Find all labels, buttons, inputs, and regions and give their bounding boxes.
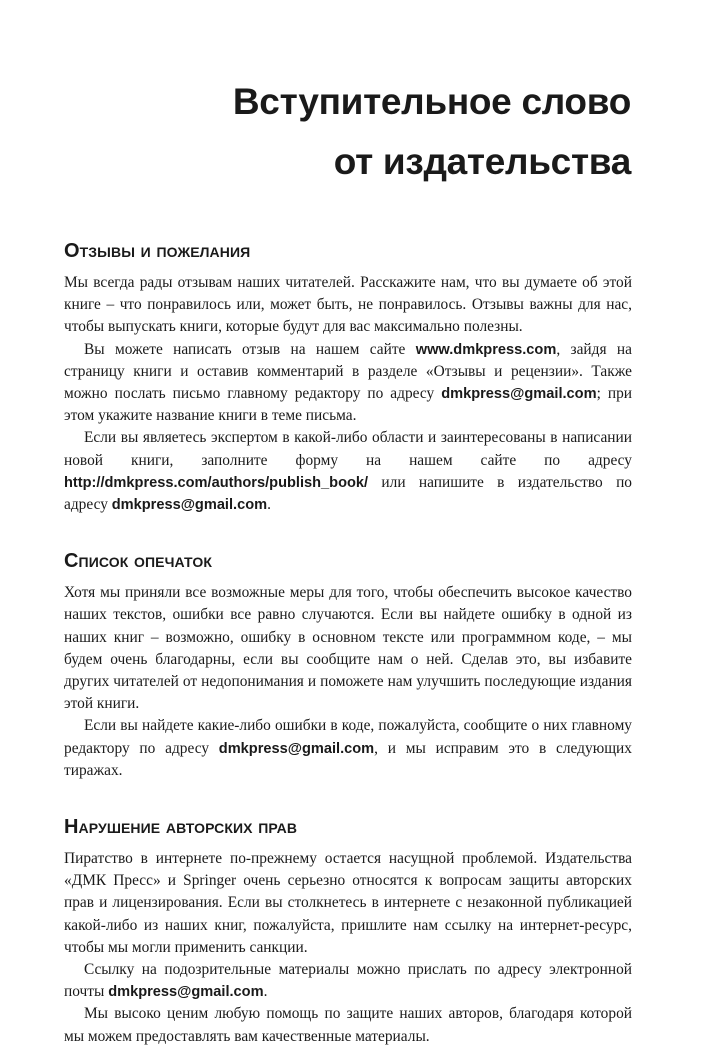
- paragraph: Если вы найдете какие-либо ошибки в коде, пожалуйста, сообщите о них главному редактору по адресу dmkpress@gmail.com, и мы исправим это в следующих тиражах.: [64, 717, 632, 779]
- section-errata: [64, 546, 632, 782]
- section-heading-errata: Список опечаток: [64, 550, 212, 573]
- paragraph: Хотя мы приняли все возможные меры для того, чтобы обеспечить высокое качество наших текстов, ошибки все равно случаются. Если вы найдете ошибку в одной из наших книг – возможно, ошибку в основном тексте или программном коде, – мы будем очень благодарны, если вы сообщите нам о ней. Сделав это, вы избавите других читателей от недопонимания и поможете нам улучшить последующие издания этой книги.: [64, 584, 632, 713]
- chapter-title-line-2: от издательства: [333, 141, 631, 182]
- email-link[interactable]: dmkpress@gmail.com: [111, 497, 268, 514]
- paragraph: Мы высоко ценим любую помощь по защите наших авторов, благодаря которой мы можем предоставлять вам качественные материалы.: [64, 1005, 632, 1045]
- chapter-title: [111, 72, 631, 192]
- email-link[interactable]: dmkpress@gmail.com: [218, 740, 375, 757]
- email-link[interactable]: dmkpress@gmail.com: [108, 984, 264, 1001]
- paragraph: Если вы являетесь экспертом в какой-либо области и заинтересованы в написании новой книги, заполните форму на нашем сайте по адресу http://dmkpress.com/authors/publish_book/ или напишите в издательство по адресу dmkpress@gmail.com.: [64, 429, 632, 514]
- email-link[interactable]: dmkpress@gmail.com: [441, 386, 597, 403]
- website-link[interactable]: www.dmkpress.com: [415, 341, 557, 358]
- paragraph: Пиратство в интернете по-прежнему остается насущной проблемой. Издательства «ДМК Пресс» и Springer очень серьезно относятся к вопросам защиты авторских прав и лицензирования. Если вы столкнетесь в интернете с незаконной публикацией какой-либо из наших книг, пожалуйста, пришлите нам ссылку на интернет-ресурс, чтобы мы могли применить санкции.: [64, 850, 632, 956]
- section-copyright: [64, 812, 632, 1048]
- section-heading-copyright: Нарушение авторских прав: [64, 816, 298, 839]
- page-body: [64, 236, 632, 1048]
- section-feedback: [64, 236, 632, 516]
- section-heading-feedback: Отзывы и пожелания: [64, 240, 251, 262]
- paragraph: Ссылку на подозрительные материалы можно прислать по адресу электронной почты dmkpress@gmail.com.: [64, 961, 632, 1001]
- url-link[interactable]: http://dmkpress.com/authors/publish_book/: [64, 474, 369, 491]
- paragraph: Вы можете написать отзыв на нашем сайте www.dmkpress.com, зайдя на страницу книги и оставив комментарий в разделе «Отзывы и рецензии». Также можно послать письмо главному редактору по адресу dmkpress@gmail.com; при этом укажите название книги в теме письма.: [64, 340, 632, 425]
- chapter-title-line-1: Вступительное слово: [232, 81, 631, 122]
- paragraph: Мы всегда рады отзывам наших читателей. Расскажите нам, что вы думаете об этой книге – что понравилось или, может быть, не понравилось. Отзывы важны для нас, чтобы выпускать книги, которые будут для вас максимально полезны.: [64, 274, 632, 336]
